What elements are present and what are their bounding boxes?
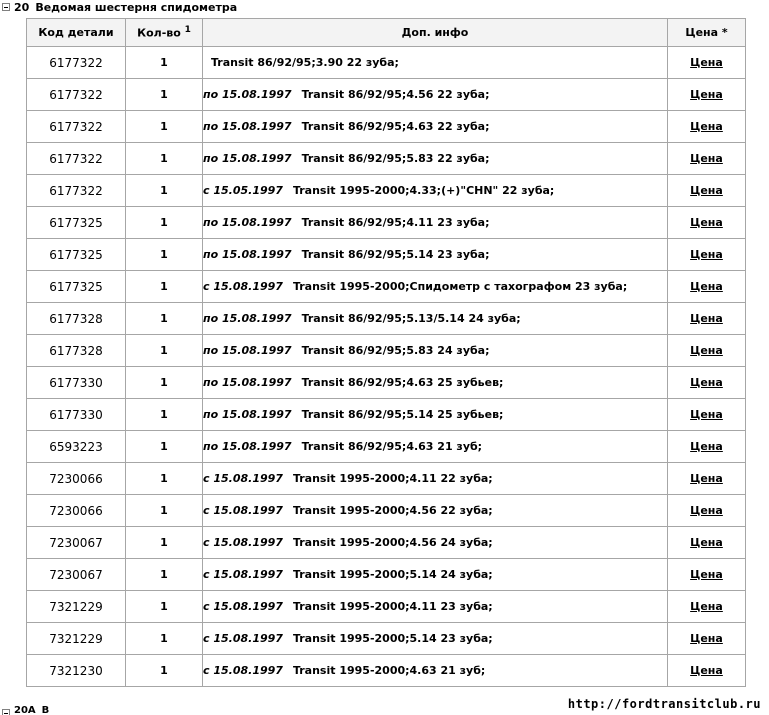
collapse-icon[interactable] [2, 3, 10, 11]
extra-info [203, 79, 668, 111]
info-text: Transit 1995-2000;5.14 24 зуба; [292, 568, 493, 581]
table-row [27, 335, 746, 367]
extra-info [203, 271, 668, 303]
date-note: с 15.08.1997 [203, 536, 283, 549]
part-code: 6177328 [27, 303, 126, 335]
price-link[interactable]: Цена [690, 504, 723, 517]
price-link[interactable]: Цена [690, 120, 723, 133]
table-row [27, 175, 746, 207]
quantity: 1 [126, 655, 203, 687]
table-row [27, 495, 746, 527]
price-link[interactable]: Цена [690, 312, 723, 325]
extra-info [203, 239, 668, 271]
info-text: Transit 86/92/95;4.63 25 зубьев; [301, 376, 504, 389]
site-watermark: http://fordtransitclub.ru [567, 697, 761, 711]
extra-info [203, 207, 668, 239]
part-code: 7321229 [27, 591, 126, 623]
table-row [27, 655, 746, 687]
price-cell [668, 623, 746, 655]
table-row [27, 399, 746, 431]
price-link[interactable]: Цена [690, 632, 723, 645]
part-code: 6177325 [27, 239, 126, 271]
table-row [27, 111, 746, 143]
price-cell [668, 207, 746, 239]
quantity: 1 [126, 399, 203, 431]
part-code: 6177325 [27, 271, 126, 303]
extra-info [203, 143, 668, 175]
extra-info [203, 527, 668, 559]
price-cell [668, 239, 746, 271]
info-text: Transit 1995-2000;4.11 22 зуба; [292, 472, 493, 485]
price-link[interactable]: Цена [690, 600, 723, 613]
header-quantity [126, 19, 203, 47]
quantity: 1 [126, 463, 203, 495]
price-link[interactable]: Цена [690, 472, 723, 485]
price-link[interactable]: Цена [690, 664, 723, 677]
next-section-header [0, 705, 49, 715]
header-quantity-label: Кол-во [137, 26, 181, 40]
date-note: по 15.08.1997 [203, 312, 292, 325]
table-row [27, 47, 746, 79]
header-part-code: Код детали [27, 19, 126, 47]
quantity: 1 [126, 303, 203, 335]
quantity: 1 [126, 335, 203, 367]
extra-info [203, 47, 668, 79]
info-text: Transit 86/92/95;4.56 22 зуба; [301, 88, 490, 101]
header-price: Цена * [668, 19, 746, 47]
price-link[interactable]: Цена [690, 88, 723, 101]
price-cell [668, 303, 746, 335]
part-code: 6177330 [27, 399, 126, 431]
info-text: Transit 86/92/95;5.83 24 зуба; [301, 344, 490, 357]
price-cell [668, 143, 746, 175]
info-text: Transit 1995-2000;4.56 22 зуба; [292, 504, 493, 517]
quantity: 1 [126, 591, 203, 623]
quantity: 1 [126, 559, 203, 591]
price-link[interactable]: Цена [690, 216, 723, 229]
date-note: с 15.08.1997 [203, 632, 283, 645]
info-text: Transit 1995-2000;4.33;(+)"CHN" 22 зуба; [292, 184, 555, 197]
quantity: 1 [126, 271, 203, 303]
extra-info [203, 399, 668, 431]
table-row [27, 559, 746, 591]
info-text: Transit 86/92/95;5.14 25 зубьев; [301, 408, 504, 421]
section-header [0, 0, 237, 14]
next-section-title: В [41, 705, 50, 715]
date-note: с 15.05.1997 [203, 184, 283, 197]
table-row [27, 591, 746, 623]
date-note: с 15.08.1997 [203, 568, 283, 581]
date-note: по 15.08.1997 [203, 152, 292, 165]
part-code: 6177328 [27, 335, 126, 367]
extra-info [203, 591, 668, 623]
table-row [27, 527, 746, 559]
quantity: 1 [126, 207, 203, 239]
quantity: 1 [126, 47, 203, 79]
info-text: Transit 86/92/95;4.11 23 зуба; [301, 216, 490, 229]
info-text: Transit 86/92/95;5.13/5.14 24 зуба; [301, 312, 521, 325]
quantity: 1 [126, 495, 203, 527]
table-header-row [27, 19, 746, 47]
part-code: 6177322 [27, 111, 126, 143]
price-link[interactable]: Цена [690, 344, 723, 357]
info-text: Transit 1995-2000;4.11 23 зуба; [292, 600, 493, 613]
quantity: 1 [126, 111, 203, 143]
table-row [27, 463, 746, 495]
date-note: с 15.08.1997 [203, 600, 283, 613]
price-cell [668, 559, 746, 591]
info-text: Transit 86/92/95;3.90 22 зуба; [211, 56, 399, 69]
next-section-number: 20A [14, 705, 36, 715]
extra-info [203, 303, 668, 335]
date-note: с 15.08.1997 [203, 504, 283, 517]
price-link[interactable]: Цена [690, 280, 723, 293]
table-row [27, 271, 746, 303]
table-row [27, 207, 746, 239]
header-extra-info: Доп. инфо [203, 19, 668, 47]
quantity: 1 [126, 431, 203, 463]
info-text: Transit 86/92/95;5.83 22 зуба; [301, 152, 490, 165]
info-text: Transit 86/92/95;4.63 22 зуба; [301, 120, 490, 133]
part-code: 6593223 [27, 431, 126, 463]
extra-info [203, 495, 668, 527]
price-cell [668, 655, 746, 687]
price-cell [668, 367, 746, 399]
extra-info [203, 463, 668, 495]
price-cell [668, 271, 746, 303]
part-code: 6177322 [27, 47, 126, 79]
part-code: 6177322 [27, 175, 126, 207]
section-title: Ведомая шестерня спидометра [35, 0, 238, 14]
price-cell [668, 335, 746, 367]
price-cell [668, 527, 746, 559]
date-note: по 15.08.1997 [203, 120, 292, 133]
price-link[interactable]: Цена [690, 248, 723, 261]
date-note: по 15.08.1997 [203, 248, 292, 261]
info-text: Transit 1995-2000;4.56 24 зуба; [292, 536, 493, 549]
collapse-icon[interactable] [2, 709, 10, 715]
part-code: 7230067 [27, 559, 126, 591]
info-text: Transit 1995-2000;5.14 23 зуба; [292, 632, 493, 645]
extra-info [203, 367, 668, 399]
date-note: по 15.08.1997 [203, 88, 292, 101]
date-note: по 15.08.1997 [203, 216, 292, 229]
date-note: с 15.08.1997 [203, 280, 283, 293]
table-row [27, 623, 746, 655]
price-cell [668, 463, 746, 495]
part-code: 7230067 [27, 527, 126, 559]
quantity: 1 [126, 367, 203, 399]
quantity: 1 [126, 143, 203, 175]
price-cell [668, 47, 746, 79]
table-row [27, 143, 746, 175]
quantity: 1 [126, 527, 203, 559]
info-text: Transit 1995-2000;Спидометр с тахографом 23 зуба; [292, 280, 628, 293]
part-code: 6177322 [27, 79, 126, 111]
part-code: 7230066 [27, 495, 126, 527]
price-link[interactable]: Цена [690, 376, 723, 389]
extra-info [203, 655, 668, 687]
table-row [27, 431, 746, 463]
price-link[interactable]: Цена [690, 408, 723, 421]
info-text: Transit 86/92/95;5.14 23 зуба; [301, 248, 490, 261]
table-row [27, 303, 746, 335]
section-number: 20 [14, 0, 30, 14]
price-link[interactable]: Цена [690, 536, 723, 549]
extra-info [203, 175, 668, 207]
header-quantity-footnote: 1 [184, 25, 191, 36]
part-code: 6177325 [27, 207, 126, 239]
quantity: 1 [126, 623, 203, 655]
quantity: 1 [126, 175, 203, 207]
part-code: 7230066 [27, 463, 126, 495]
table-row [27, 239, 746, 271]
parts-table [26, 18, 746, 687]
price-cell [668, 111, 746, 143]
price-link[interactable]: Цена [690, 152, 723, 165]
date-note: с 15.08.1997 [203, 664, 283, 677]
info-text: Transit 86/92/95;4.63 21 зуб; [301, 440, 483, 453]
price-cell [668, 591, 746, 623]
price-link[interactable]: Цена [690, 568, 723, 581]
part-code: 7321230 [27, 655, 126, 687]
quantity: 1 [126, 79, 203, 111]
price-link[interactable]: Цена [690, 440, 723, 453]
price-link[interactable]: Цена [690, 56, 723, 69]
quantity: 1 [126, 239, 203, 271]
extra-info [203, 431, 668, 463]
extra-info [203, 335, 668, 367]
date-note: по 15.08.1997 [203, 344, 292, 357]
date-note: по 15.08.1997 [203, 440, 292, 453]
price-link[interactable]: Цена [690, 184, 723, 197]
price-cell [668, 495, 746, 527]
part-code: 6177330 [27, 367, 126, 399]
extra-info [203, 623, 668, 655]
info-text: Transit 1995-2000;4.63 21 зуб; [292, 664, 486, 677]
date-note: с 15.08.1997 [203, 472, 283, 485]
extra-info [203, 559, 668, 591]
date-note: по 15.08.1997 [203, 408, 292, 421]
price-cell [668, 175, 746, 207]
price-cell [668, 399, 746, 431]
part-code: 6177322 [27, 143, 126, 175]
extra-info [203, 111, 668, 143]
price-cell [668, 79, 746, 111]
table-row [27, 367, 746, 399]
price-cell [668, 431, 746, 463]
part-code: 7321229 [27, 623, 126, 655]
table-row [27, 79, 746, 111]
date-note: по 15.08.1997 [203, 376, 292, 389]
